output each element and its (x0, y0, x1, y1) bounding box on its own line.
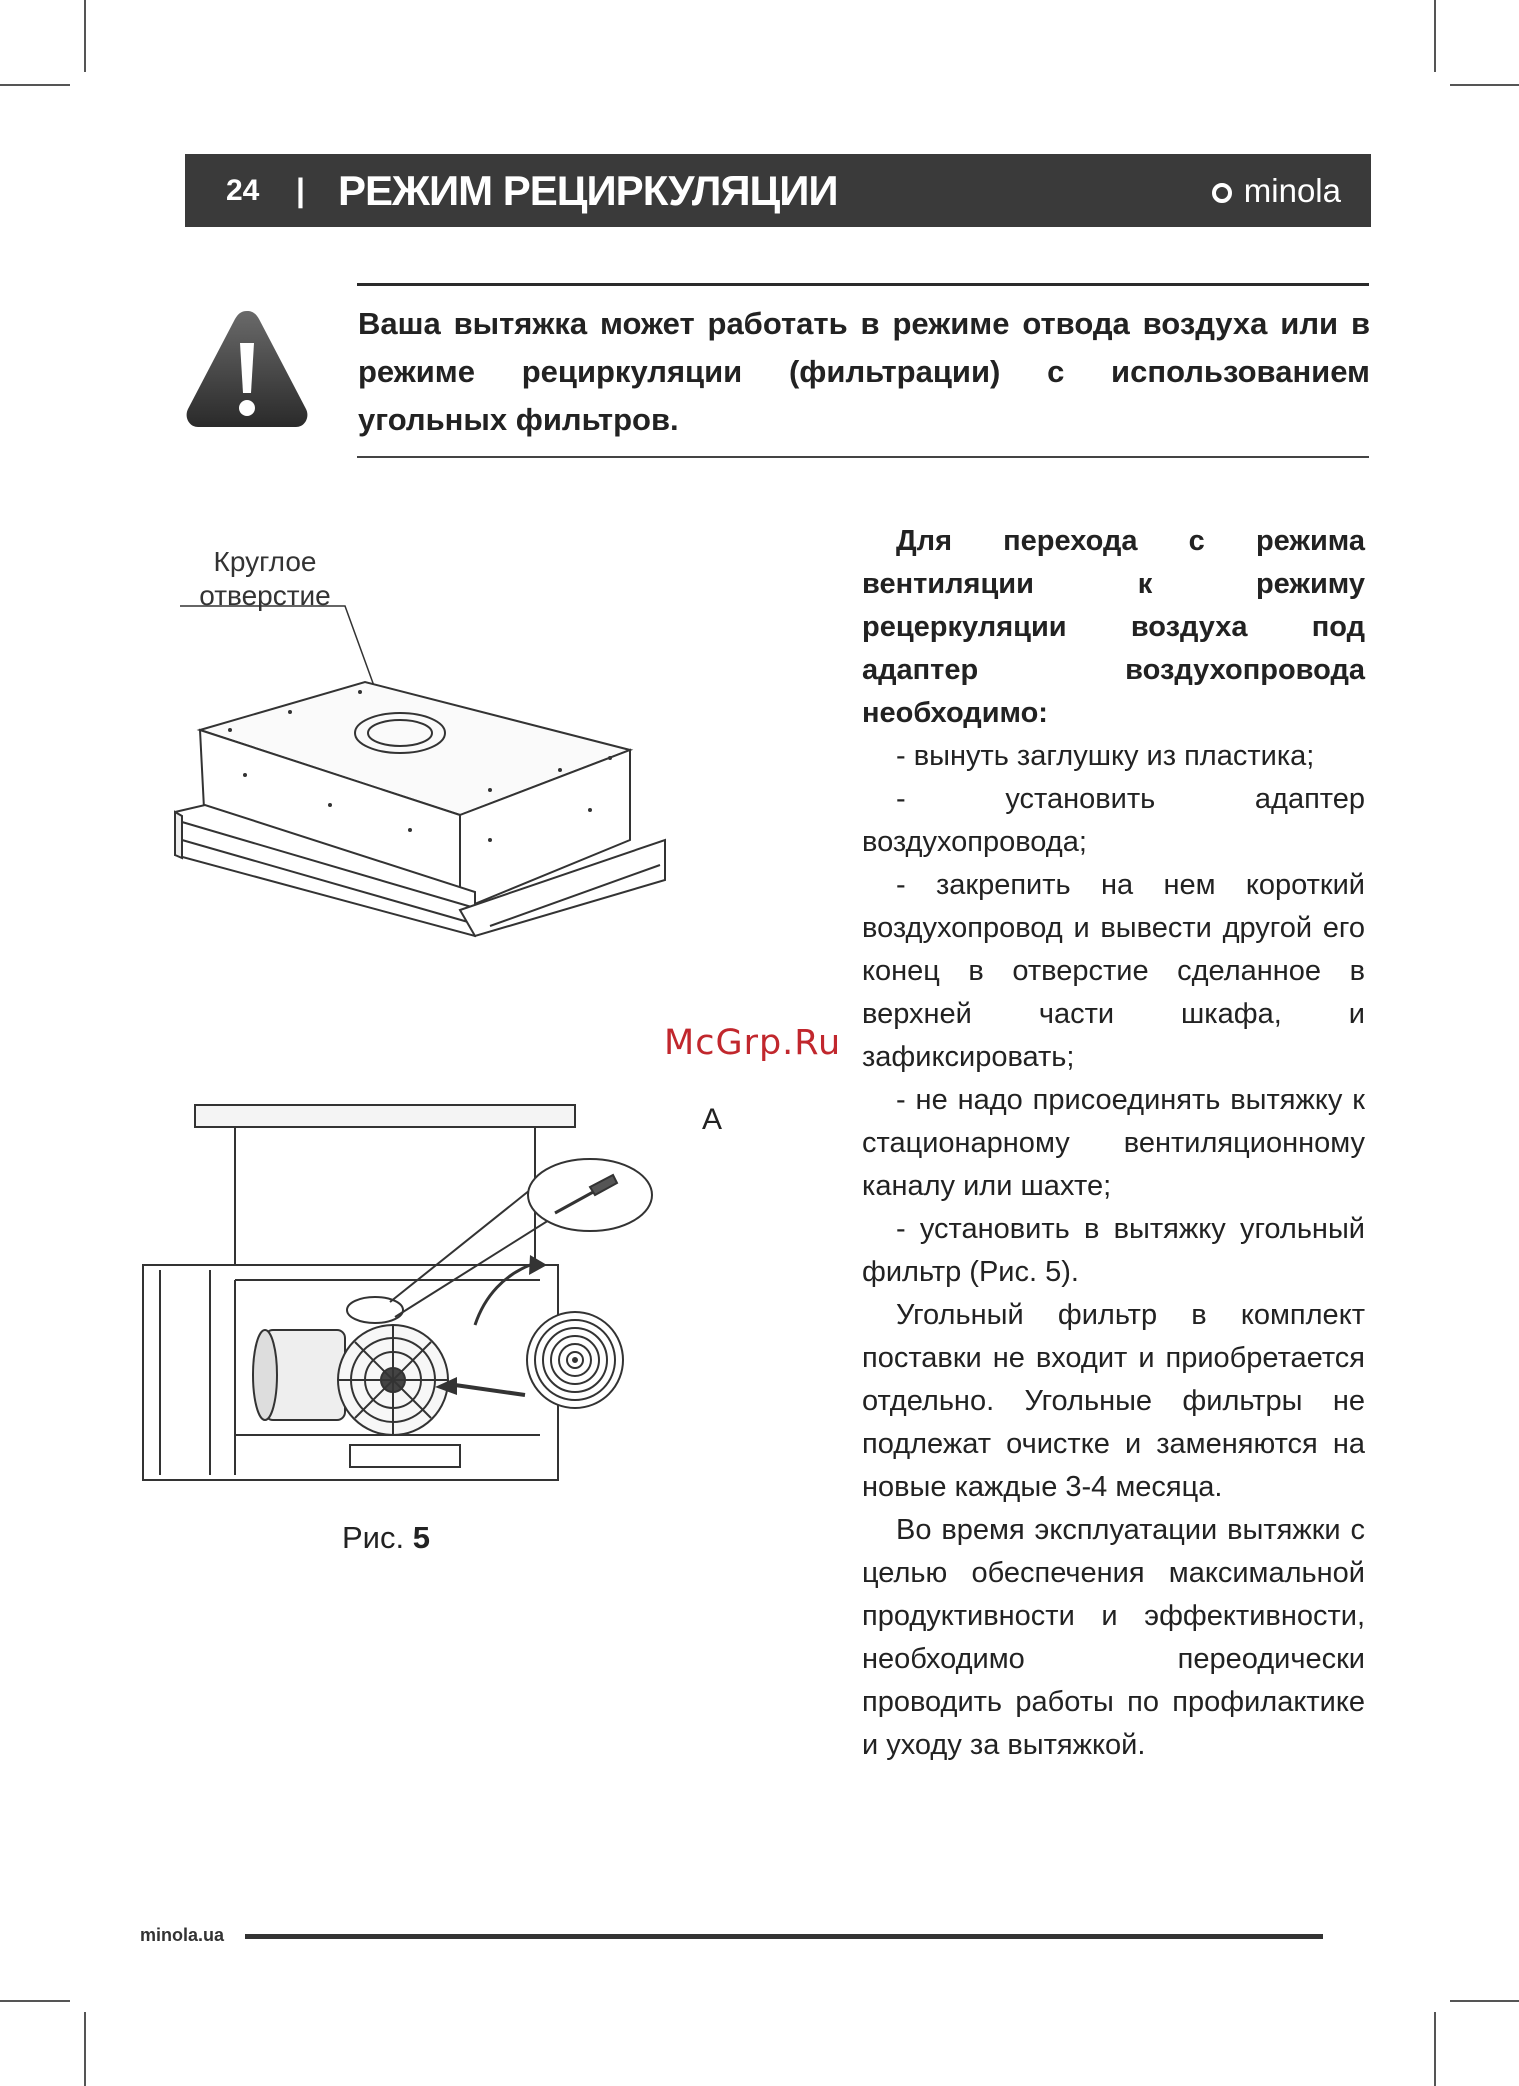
body-step: - установить адаптер воздухопровода; (862, 783, 1365, 858)
body-paragraph: Во время эксплуатации вытяжки с целью обеспечения максимальной продуктивности и эффективности, необходимо переодически проводить работы по профилактике и уходу за вытяжкой. (862, 1514, 1365, 1761)
figure-caption-number: 5 (412, 1520, 430, 1555)
body-step: - вынуть заглушку из пластика; (896, 740, 1315, 772)
crop-mark (84, 2012, 86, 2086)
header-separator: | (296, 172, 305, 208)
filter-install-figure (135, 1095, 835, 1515)
warning-top-rule (357, 283, 1369, 286)
warning-text: Ваша вытяжка может работать в режиме отвода воздуха или в режиме рециркуляции (фильтрации) с использованием угольных фильтров. (358, 306, 1370, 437)
warning-bottom-rule (357, 456, 1369, 458)
round-opening-label-line1: Круглое (213, 546, 317, 577)
crop-mark (0, 84, 70, 86)
body-lead: Для перехода с режима вентиляции к режиму рецеркуляции воздуха под адаптер воздухопровода необходимо: (862, 525, 1365, 729)
figure-caption (342, 1520, 430, 1556)
body-text (862, 520, 1365, 1767)
body-step: - установить в вытяжку угольный фильтр (Рис. 5). (862, 1213, 1365, 1288)
crop-mark (0, 2000, 70, 2002)
crop-mark (1450, 2000, 1519, 2002)
hood-top-figure (160, 600, 720, 990)
figure-caption-prefix: Рис. (342, 1520, 405, 1555)
crop-mark (1450, 84, 1519, 86)
body-step: - закрепить на нем короткий воздухопровод и вывести другой его конец в отверстие сделанное в верхней части шкафа, и зафиксировать; (862, 869, 1365, 1073)
page-title: РЕЖИМ РЕЦИРКУЛЯЦИИ (337, 166, 838, 214)
round-opening-label-line2: отверстие (199, 580, 331, 611)
crop-mark (1434, 2012, 1436, 2086)
footer-rule (245, 1934, 1323, 1939)
footer-site: minola.ua (140, 1925, 225, 1945)
page-number: 24 (226, 173, 260, 207)
body-step: - не надо присоединять вытяжку к стационарному вентиляционному каналу или шахте; (862, 1084, 1365, 1202)
crop-mark (1434, 0, 1436, 72)
crop-mark (84, 0, 86, 72)
body-paragraph: Угольный фильтр в комплект поставки не входит и приобретается отдельно. Угольные фильтры не подлежат очистке и заменяются на новые каждые 3-4 месяца. (862, 1299, 1365, 1503)
page-header (185, 154, 1371, 227)
watermark: McGrp.Ru (664, 1023, 842, 1063)
warning-triangle-icon (183, 305, 311, 433)
brand-logo (1212, 172, 1341, 210)
brand-ring-icon (1212, 183, 1232, 203)
brand-name: minola (1243, 171, 1341, 209)
callout-a-label: A (702, 1103, 723, 1136)
